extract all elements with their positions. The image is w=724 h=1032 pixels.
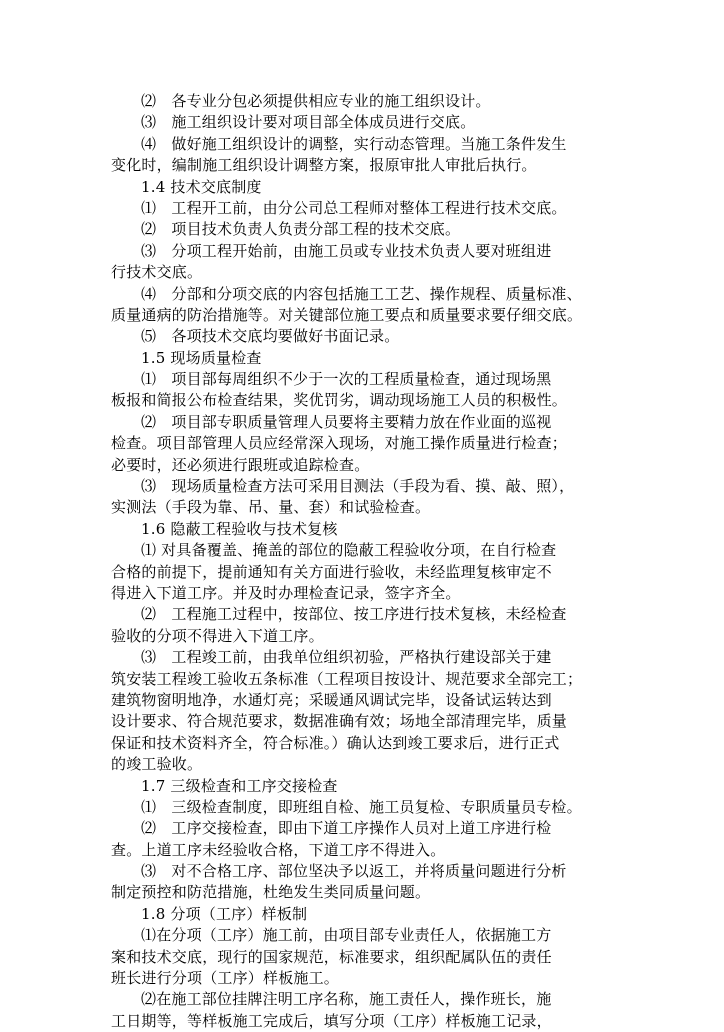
text-line: ⑴ 工程开工前，由分公司总工程师对整体工程进行技术交底。 <box>141 198 567 217</box>
text-line: ⑵ 各专业分包必须提供相应专业的施工组织设计。 <box>141 92 491 110</box>
text-line: 质量通病的防治措施等。对关键部位施工要点和质量要求要仔细交底。 <box>111 305 583 324</box>
text-line: 行技术交底。 <box>111 263 203 282</box>
text-line: 1.5 现场质量检查 <box>141 348 262 367</box>
text-line: ⑸ 各项技术交底均要做好书面记录。 <box>141 327 400 346</box>
text-line: 验收的分项不得进入下道工序。 <box>111 626 324 645</box>
text-line: ⑷ 做好施工组织设计的调整，实行动态管理。当施工条件发生 <box>141 134 567 153</box>
text-line: ⑵在施工部位挂牌注明工序名称，施工责任人，操作班长，施 <box>141 990 552 1009</box>
text-line: 板报和简报公布检查结果，奖优罚劣，调动现场施工人员的积极性。 <box>111 391 568 410</box>
text-line: ⑴ 项目部每周组织不少于一次的工程质量检查，通过现场黑 <box>141 370 552 389</box>
text-line: ⑴在分项（工序）施工前，由项目部专业责任人，依据施工方 <box>141 926 552 945</box>
text-line: ⑵ 项目技术负责人负责分部工程的技术交底。 <box>141 220 461 239</box>
text-line: ⑶ 现场质量检查方法可采用目测法（手段为看、摸、敲、照）， <box>141 477 575 496</box>
text-line: 筑安装工程竣工验收五条标准（工程项目按设计、规范要求全部完工； <box>111 669 583 688</box>
text-line: 保证和技术资料齐全，符合标准。）确认达到竣工要求后，进行正式 <box>111 733 560 752</box>
text-line: 必要时，还必须进行跟班或追踪检查。 <box>111 455 370 474</box>
text-line: 检查。项目部管理人员应经常深入现场，对施工操作质量进行检查； <box>111 434 568 453</box>
text-line: 班长进行分项（工序）样板施工。 <box>111 969 340 988</box>
text-line: 1.4 技术交底制度 <box>141 177 262 196</box>
text-line: 合格的前提下，提前通知有关方面进行验收，未经监理复核审定不 <box>111 562 552 581</box>
text-line: ⑵ 项目部专职质量管理人员要将主要精力放在作业面的巡视 <box>141 412 552 431</box>
text-line: ⑶ 对不合格工序、部位坚决予以返工，并将质量问题进行分析 <box>141 862 567 881</box>
document-body <box>111 91 619 1032</box>
text-line: 制定预控和防范措施，杜绝发生类同质量问题。 <box>111 883 431 902</box>
text-line: ⑷ 分部和分项交底的内容包括施工工艺、操作规程、质量标准、 <box>141 284 582 303</box>
text-line: ⑶ 施工组织设计要对项目部全体成员进行交底。 <box>141 113 476 132</box>
text-line: 1.7 三级检查和工序交接检查 <box>141 776 338 795</box>
text-line: 查。上道工序未经验收合格，下道工序不得进入。 <box>111 840 446 859</box>
text-line: 实测法（手段为靠、吊、量、套）和试验检查。 <box>111 498 431 517</box>
text-line: ⑴ 三级检查制度，即班组自检、施工员复检、专职质量员专检。 <box>141 797 582 816</box>
text-line: ⑶ 分项工程开始前，由施工员或专业技术负责人要对班组进 <box>141 241 552 260</box>
text-line: ⑵ 工序交接检查，即由下道工序操作人员对上道工序进行检 <box>141 819 552 838</box>
text-line: 工日期等，等样板施工完成后，填写分项（工序）样板施工记录， <box>111 1011 552 1030</box>
text-line: 1.6 隐蔽工程验收与技术复核 <box>141 519 338 538</box>
text-line: ⑶ 工程竣工前，由我单位组织初验，严格执行建设部关于建 <box>141 648 552 667</box>
text-line: 案和技术交底，现行的国家规范，标准要求，组织配属队伍的责任 <box>111 947 552 966</box>
text-line: 变化时，编制施工组织设计调整方案，报原审批人审批后执行。 <box>111 156 537 175</box>
text-line: 设计要求、符合规范要求，数据准确有效；场地全部清理完毕，质量 <box>111 712 568 731</box>
text-line: ⑵ 工程施工过程中，按部位、按工序进行技术复核，未经检查 <box>141 605 567 624</box>
text-line: 1.8 分项（工序）样板制 <box>141 904 308 923</box>
text-line: ⑴ 对具备覆盖、掩盖的部位的隐蔽工程验收分项，在自行检查 <box>141 541 557 560</box>
text-line: 的竣工验收。 <box>111 755 203 774</box>
text-line: 得进入下道工序。并及时办理检查记录，签字齐全。 <box>111 583 461 602</box>
text-line: 建筑物窗明地净，水通灯亮；采暖通风调试完毕，设备试运转达到 <box>111 690 552 709</box>
